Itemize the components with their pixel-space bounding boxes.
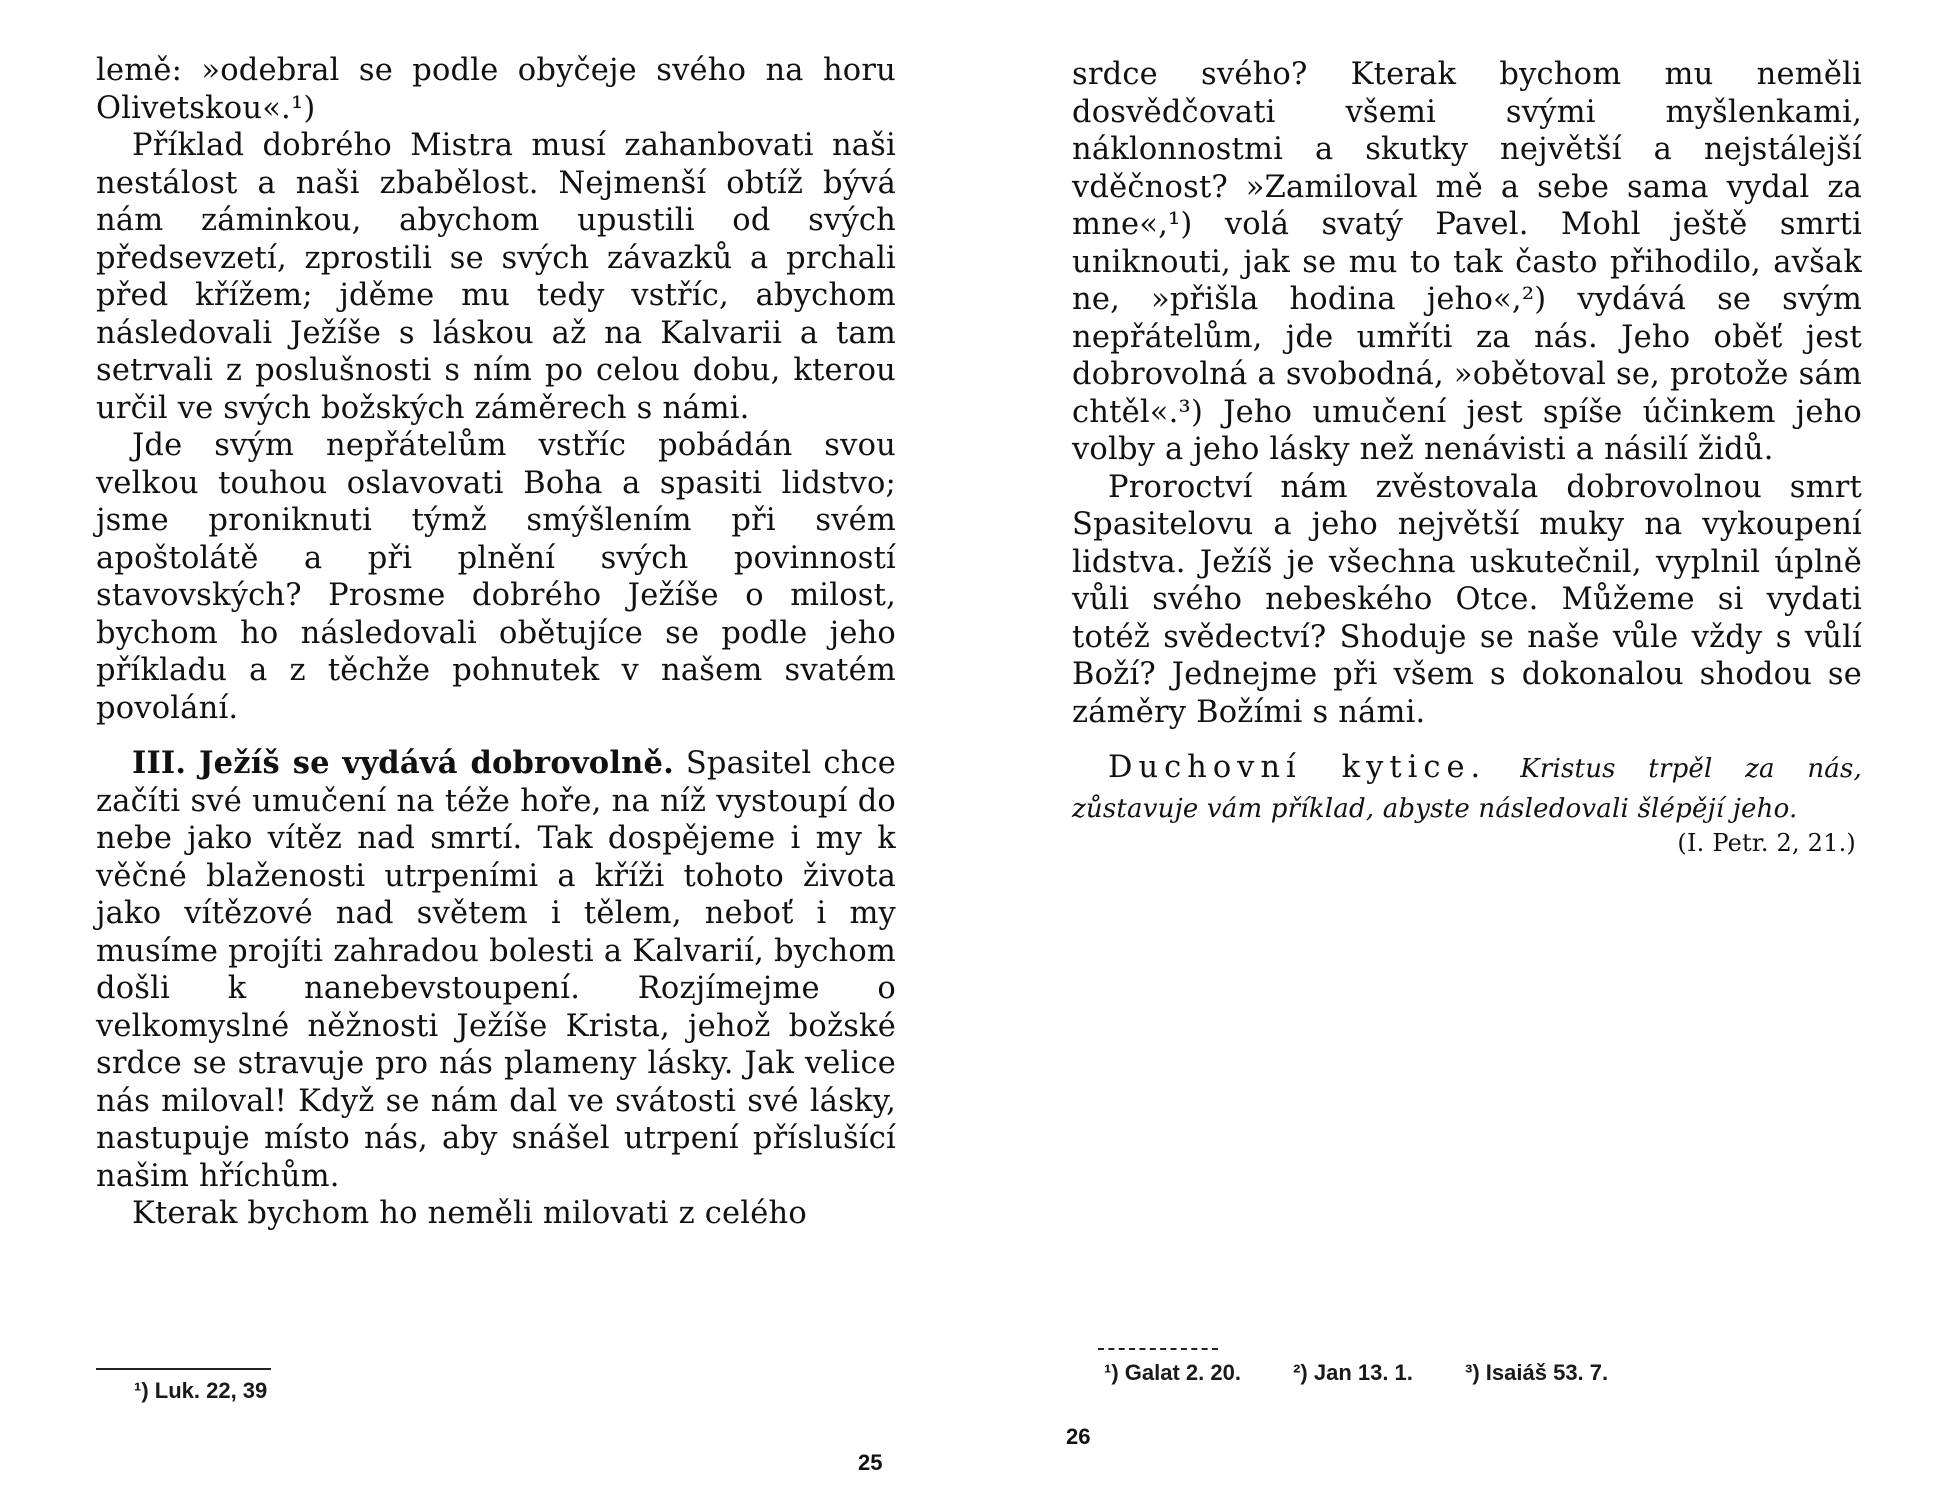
bouquet-label: Duchovní kytice. [1108, 750, 1487, 785]
left-paragraph-closing: Kterak bychom ho neměli milovati z celého [132, 1196, 807, 1231]
spiritual-bouquet [1072, 749, 1862, 828]
section-text: Spasitel chce začíti své umučení na téže hoře, na níž vystoupí do nebe jako vítěz nad smrtí. Tak dospějeme i my k věčné blaženosti utrpeními a kříži tohoto života jako vítězové nad světem i tělem, neboť i my musíme projíti zahradou bolesti a Kalvarií, bychom došli k nanebevstoupení. Rozjímejme o velkomyslné něžnosti Ježíše Krista, jehož božské srdce se stravuje pro nás plameny lásky. Jak velice nás miloval! Když se nám dal ve svátosti své lásky, nastupuje místo nás, aby snášel utrpení příslušící našim hříchům. [96, 746, 897, 1194]
left-footnotes [134, 1378, 313, 1404]
left-paragraph-enemies: Jde svým nepřátelům vstříc pobádán svou velkou touhou oslavovati Boha a spasiti lidstvo; jsme proniknuti týmž smýšlením při svém apoštolátě a při plnění svých povinností stavovských? Prosme dobrého Ježíše o milost, bychom ho následovali obětujíce se podle jeho příkladu a z těchže pohnutek v našem svatém povolání. [96, 428, 896, 726]
left-paragraph-continuation: lemě: »odebral se podle obyčeje svého na horu Olivetskou«.¹) [96, 53, 896, 126]
section-heading: III. Ježíš se vydává dobrovolně. [132, 745, 674, 781]
bouquet-quote: Kristus trpěl za nás, zůstavuje vám příklad, abyste následovali šlépějí jeho. [1072, 754, 1862, 824]
section-three [96, 745, 896, 1195]
footnote: ¹) Luk. 22, 39 [134, 1378, 268, 1403]
left-page-text [96, 52, 896, 1233]
left-paragraph-example: Příklad dobrého Mistra musí zahanbovati naši nestálost a naši zbabělost. Nejmenší obtíž bývá nám záminkou, abychom upustili od svých předsevzetí, zprostili se svých závazků a prchali před křížem; jděme mu tedy vstříc, abychom následovali Ježíše s láskou až na Kalvarii a tam setrvali z poslušnosti s ním po celou dobu, kterou určil ve svých božských záměrech s námi. [96, 128, 896, 426]
footnote: ³) Isaiáš 53. 7. [1465, 1360, 1609, 1385]
right-paragraph-prophecy: Proroctví nám zvěstovala dobrovolnou smrt Spasitelovu a jeho největší muky na vykoupení lidstva. Ježíš je všechna uskutečnil, vyplnil úplně vůli svého nebeského Otce. Můžeme si vydati totéž svědectví? Shoduje se naše vůle vždy s vůlí Boží? Jednejme při všem s dokonalou shodou se záměry Božími s námi. [1072, 469, 1862, 730]
footnote: ²) Jan 13. 1. [1293, 1360, 1413, 1385]
right-page-text [1072, 56, 1862, 858]
footnote: ¹) Galat 2. 20. [1104, 1360, 1241, 1385]
bouquet-citation: (I. Petr. 2, 21.) [1677, 829, 1856, 857]
right-paragraph-continuation: srdce svého? Kterak bychom mu neměli dosvědčovati všemi svými myšlenkami, náklonnostmi a skutky největší a nejstálejší vděčnost? »Zamiloval mě a sebe sama vydal za mne«,¹) volá svatý Pavel. Mohl ještě smrti uniknouti, jak se mu to tak často přihodilo, avšak ne, »přišla hodina jeho«,²) vydává se svým nepřátelům, jde umříti za nás. Jeho oběť jest dobrovolná a svobodná, »obětoval se, protože sám chtěl«.³) Jeho umučení jest spíše účinkem jeho volby a jeho lásky než nenávisti a násilí židů. [1072, 57, 1862, 467]
footnote-divider [1098, 1348, 1218, 1350]
footnote-divider [96, 1368, 271, 1370]
page-number: 25 [858, 1450, 883, 1475]
page-number: 26 [1066, 1424, 1091, 1449]
right-footnotes [1104, 1360, 1654, 1386]
